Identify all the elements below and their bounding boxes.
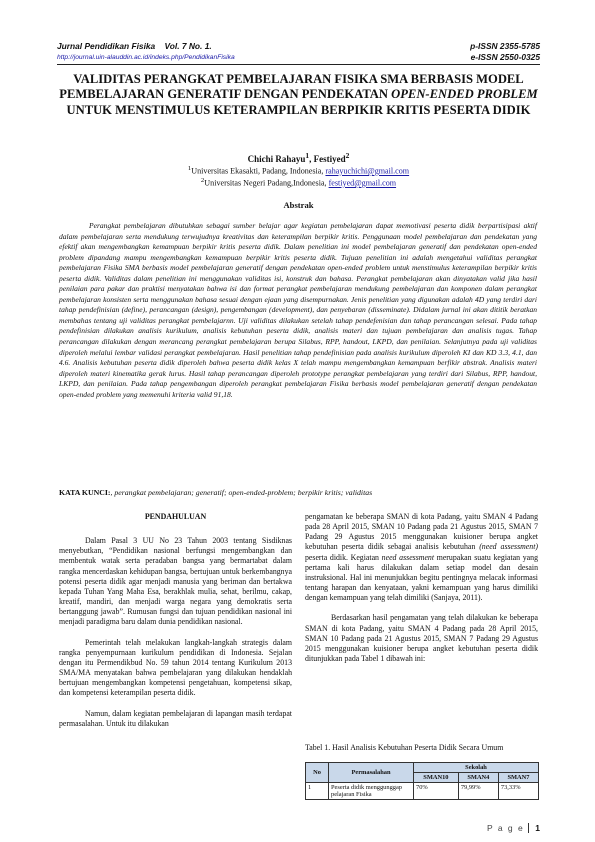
text-run-italic: need assessment — [381, 552, 435, 562]
paragraph: Berdasarkan hasil pengamatan yang telah dilakukan ke beberapa SMAN di kota Padang, yaitu SMAN 4 Padang pada 28 April 2015, SMAN 10 Padang pada 21 Agustus 2015, SMAN 7 Padang 29 Agustus 2015 menggunakan kuisioner berupa angket kebutuhan peserta didik ditunjukkan pada Tabel 1 dibawah ini: — [305, 613, 538, 664]
paragraph: Dalam Pasal 3 UU No 23 Tahun 2003 tentang Sisdiknas menyebutkan, “Pendidikan nasional berfungsi mengembangkan dan membentuk watak serta peradaban bangsa yang bermartabat dalam rangka mencerdaskan kehidupan bangsa, bertujuan untuk berkembangnya potensi peserta didik agar menjadi manusia yang beriman dan bertakwa kepada Tuhan Yang Maha Esa, berakhlak mulia, sehat, berilmu, cakap, kreatif, mandiri, dan menjadi warga negara yang demokratis serta bertanggung jawab”. Rumusan fungsi dan tujuan pendidikan nasional ini menjadi paradigma baru dalam dunia pendidikan nasional. — [59, 536, 292, 627]
page-label: P a g e — [486, 823, 525, 833]
keywords-label: KATA KUNCI: — [59, 488, 111, 497]
issn-block — [470, 41, 540, 63]
affiliation-1-text: Universitas Ekasakti, Padang, Indonesia, — [191, 166, 326, 176]
text-run: pengamatan ke beberapa SMAN di kota Padang, yaitu SMAN 4 Padang pada 28 April 2015, SMAN 10 Padang pada 21 Agustus 2015, SMAN 7 Padang 29 Agustus 2015 menggunakan kuisioner berupa angket kebutuhan peserta didik sebagai analisis kebutuhan — [305, 512, 538, 552]
author-2: Festiyed — [313, 154, 346, 164]
title-italic: OPEN-ENDED PROBLEM — [391, 87, 538, 102]
table-header-no: No — [306, 763, 329, 783]
journal-url[interactable]: http://journal.uin-alauddin.ac.id/indeks.php/PendidikanFisika — [57, 54, 235, 61]
table-header-school-2: SMAN4 — [458, 773, 498, 783]
affiliation-2-text: Universitas Negeri Padang,Indonesia, — [204, 178, 329, 188]
table-row — [306, 783, 539, 800]
table-header-school: Sekolah — [414, 763, 539, 773]
author-1-sup: 1 — [305, 151, 310, 160]
affiliation-1-email[interactable]: rahayuchichi@gmail.com — [325, 166, 410, 176]
paragraph: Pemerintah telah melakukan langkah-langkah strategis dalam rangka penyempurnaan kurikulum pendidikan di Indonesia. Sejalan dengan itu Permendikbud No. 59 tahun 2014 tentang Kurikulum 2013 SMA/MA menyatakan bahwa pembelajaran yang dilakukan hendaklah bertujuan mengembangkan kompetensi pengetahuan, kompetensi sikap, dan kompetensi keterampilan peserta didik. — [59, 637, 292, 698]
author-1: Chichi Rahayu — [247, 154, 306, 164]
journal-header — [57, 41, 357, 63]
needs-analysis-table — [305, 762, 539, 800]
affiliation-2-email[interactable]: festiyed@gmail.com — [328, 178, 397, 188]
table-header-school-1: SMAN10 — [414, 773, 459, 783]
header-divider — [57, 64, 540, 65]
title-part2: UNTUK MENSTIMULUS KETERAMPILAN BERPIKIR KRITIS PESERTA DIDIK — [66, 102, 531, 117]
table-header-school-3: SMAN7 — [498, 773, 538, 783]
table-cell-no: 1 — [306, 783, 329, 800]
section-heading: PENDAHULUAN — [144, 512, 207, 521]
table-cell-value: 70% — [414, 783, 459, 800]
journal-volume: Vol. 7 No. 1. — [164, 41, 212, 51]
table-cell-value: 79,99% — [458, 783, 498, 800]
affiliation-2 — [57, 175, 540, 189]
page-footer — [487, 823, 540, 833]
keywords — [59, 488, 537, 498]
page-number: 1 — [535, 823, 540, 833]
right-column — [305, 512, 538, 674]
paper-title — [57, 72, 540, 118]
author-2-sup: 2 — [345, 151, 350, 160]
author-separator: , — [309, 154, 314, 164]
text-run-italic: (need assessment) — [479, 542, 538, 552]
table-header-problem: Permasalahan — [329, 763, 414, 783]
affiliation-1-sup: 1 — [187, 165, 192, 172]
text-run: merupakan suatu kegiatan yang pertama kali harus dilakukan dalam setiap model dan desain instruksional. Hal ini menunjukkan begitu pentingnya melacak informasi tentang harapan dan kenyataan, yakni kemampuan yang harus dimiliki dengan kemampuan yang telah dimiliki (Sanjaya, 2011). — [305, 552, 538, 603]
text-run: peserta didik. Kegiatan — [305, 552, 382, 562]
left-column — [59, 512, 292, 739]
abstract-text: Perangkat pembelajaran dibutuhkan sebagai sumber belajar agar kegiatan pembelajaran dapat memotivasi peserta didik berpartisipasi aktif dalam pembelajaran serta mendukung terwujudnya kreativitas dan keterampilan berpikir kritis. Penggunaan model pembelajaran dan pendekatan yang efektif akan mengembangkan kemampuan berpikir kritis peserta didik. Dalam penelitian ini model pembelajaran generatif dan pendekatan open-ended problem dipandang mampu mengembangkan kemampuan berpikir kritis peserta didik. Tujuan penelitian ini adalah mengetahui validitas perangkat pembelajaran Fisika SMA berbasis model pembelajaran generatif dengan pendekatan open-ended problem untuk menstimulus keterampilan berpikir kritis peserta didik. Validitas dalam penelitian ini menggunakan validitas isi, konstruk dan bahasa. Perangkat pembelajaran akan dinyatakan valid jika hasil penilaian para pakar dan praktisi menyatakan bahwa isi dan format perangkat pembelajaran mendukung pembelajaran dan komponen dalam perangkat pembelajaran konsisten serta menggunakan bahasa sesuai dengan ejaan yang disempurnakan. Jenis penelitian yang digunakan adalah 4D yang terdiri dari tahap pendefinisian (define), perancangan (design), pengembangan (development), dan penyebaran (disseminate). Didalam jurnal ini akan dititik beratkan membahas tentang uji validitas perangkat pembelajarnn. Uji validitas dilakukan setelah tahap pendefenisian dan tahap perancangan selesai. Pada tahap pendefinisian dilakukan analisis kurikulum, analisis kebutuhan peserta didik, analisis materi dan tujuan pembelajaran dan analisis tugas. Tahap perancangan dilakukan dengan merancang perangkat pembelajaran berupa Silabus, RPP, handout, LKPD, dan penilaian. Selanjutnya pada uji validitas diperoleh melalui lembar validasi perangkat pembelajaran. Hasil penelitian tahap pendefinisian pada analisis kurikulum diperoleh KI dan KD 3.3, 4.1, dan 4.6. Analisis kebutuhan peserta didik diperoleh bahwa peserta didik kelas X telah mampu mengembangkan kemampuan berfikir abstrak. Analisis materi diperoleh materi kinematika gerak lurus. Hasil tahap perancangan diperoleh prototype perangkat pembelajaran yang terdiri dari Silabus, RPP, handout, LKPD, dan penilaian. Pada tahap pengembangan diperoleh perangkat pembelajaran Fisika berbasis model pembelajaran generatif dengan pendekatan open-ended problem yang memenuhi kriteria valid 91,18. — [59, 221, 537, 399]
title-part1: VALIDITAS PERANGKAT PEMBELAJARAN FISIKA SMA BERBASIS MODEL PEMBELAJARAN GENERATIF DENGAN PENDEKATAN — [59, 72, 524, 102]
paragraph: Namun, dalam kegiatan pembelajaran di lapangan masih terdapat permasalahan. Untuk itu dilakukan — [59, 708, 292, 728]
table-cell-value: 73,33% — [498, 783, 538, 800]
table-cell-problem: Peserta didik menggunggap pelajaran Fisika — [329, 783, 414, 800]
abstract-heading: Abstrak — [283, 200, 314, 210]
keywords-text: , perangkat pembelajaran; generatif; open-ended-problem; berpikir kritis; validitas — [110, 488, 373, 497]
journal-name: Jurnal Pendidikan Fisika — [57, 41, 156, 51]
paragraph — [305, 512, 538, 603]
table-caption: Tabel 1. Hasil Analisis Kebutuhan Peserta Didik Secara Umum — [305, 743, 504, 752]
e-issn: e-ISSN 2550-0325 — [470, 52, 540, 62]
p-issn: p-ISSN 2355-5785 — [470, 41, 540, 51]
affiliation-2-sup: 2 — [200, 177, 205, 184]
